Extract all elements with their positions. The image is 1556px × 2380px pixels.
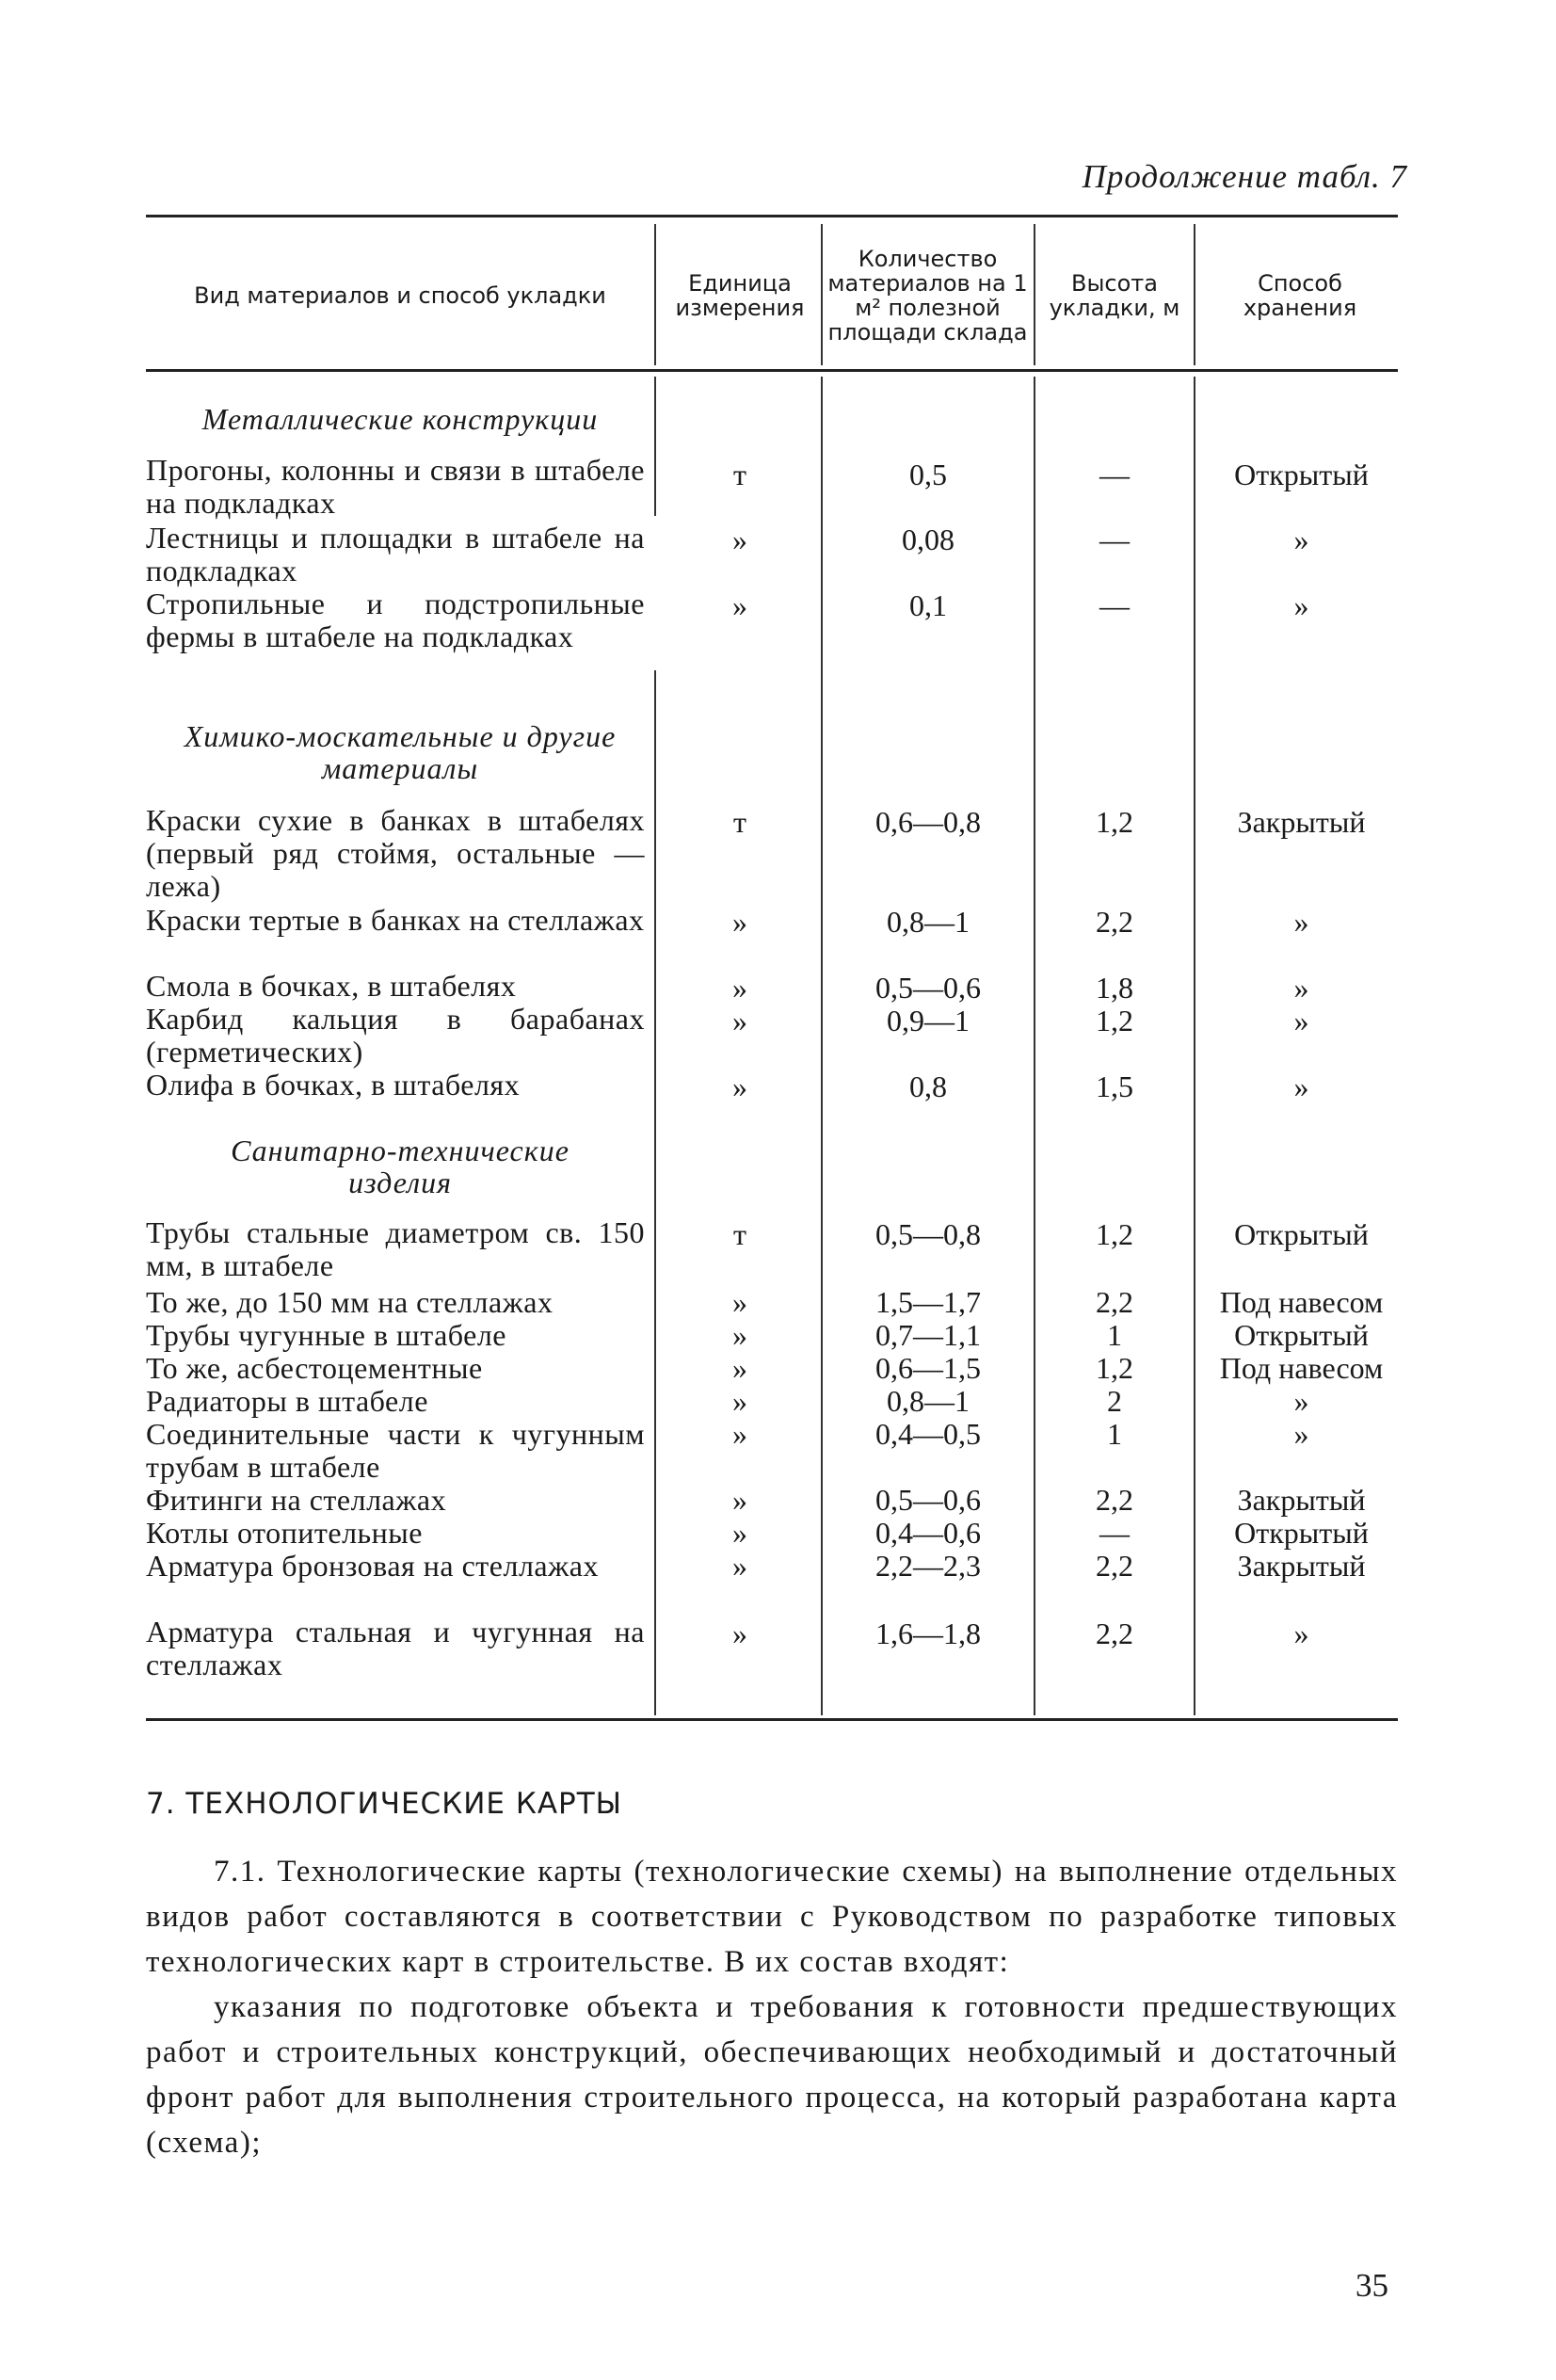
row-storage: »	[1293, 971, 1309, 1005]
row-quantity: 0,6—0,8	[875, 805, 981, 839]
body-divider	[654, 670, 656, 1715]
row-quantity: 0,7—1,1	[875, 1318, 981, 1352]
row-height: 2	[1107, 1384, 1122, 1418]
row-unit: »	[732, 1483, 747, 1517]
row-unit: »	[732, 1004, 747, 1037]
row-material: Соединительные части к чугунным трубам в штабеле	[146, 1417, 645, 1484]
row-quantity: 0,8—1	[887, 1384, 970, 1418]
row-storage: Под навесом	[1219, 1351, 1384, 1385]
row-storage: Открытый	[1234, 1318, 1369, 1352]
row-unit: »	[732, 1318, 747, 1352]
row-height: 1,8	[1096, 971, 1133, 1005]
row-quantity: 0,1	[909, 588, 947, 622]
row-storage: »	[1293, 1004, 1309, 1037]
row-quantity: 1,6—1,8	[875, 1616, 981, 1650]
row-height: 1,2	[1096, 805, 1133, 839]
row-height: 2,2	[1096, 905, 1133, 939]
row-unit: »	[732, 905, 747, 939]
row-height: —	[1099, 523, 1130, 556]
header-height: Высота укладки, м	[1049, 270, 1180, 321]
row-quantity: 0,8—1	[887, 905, 970, 939]
row-unit: т	[733, 458, 746, 491]
row-unit: »	[732, 1351, 747, 1385]
section-title: Металлические конструкции	[201, 402, 599, 436]
row-height: 1,5	[1096, 1069, 1133, 1103]
row-material: Лестницы и площадки в штабеле на подкладках	[146, 521, 645, 587]
row-material: Арматура стальная и чугунная на стеллажах	[146, 1615, 645, 1681]
row-storage: »	[1293, 523, 1309, 556]
table-header-rule	[146, 369, 1398, 372]
row-height: 1,2	[1096, 1004, 1133, 1037]
row-storage: »	[1293, 1417, 1309, 1451]
table-bottom-rule	[146, 1718, 1398, 1721]
header-quantity: Количество материалов на 1 м² полезной площади склада	[827, 246, 1028, 346]
header-divider	[1194, 224, 1195, 365]
row-height: 2,2	[1096, 1483, 1133, 1517]
row-storage: Открытый	[1234, 1516, 1369, 1550]
row-material: Арматура бронзовая на стеллажах	[146, 1549, 599, 1583]
header-storage: Способ хранения	[1243, 270, 1357, 321]
row-quantity: 1,5—1,7	[875, 1285, 981, 1319]
row-quantity: 0,5—0,8	[875, 1217, 981, 1251]
header-divider	[821, 224, 823, 365]
row-unit: »	[732, 1516, 747, 1550]
row-material: Прогоны, колонны и связи в штабеле на подкладках	[146, 453, 645, 520]
row-height: —	[1099, 588, 1130, 622]
chapter-heading: 7. ТЕХНОЛОГИЧЕСКИЕ КАРТЫ	[146, 1787, 623, 1821]
row-material: Краски тертые в банках на стеллажах	[146, 903, 645, 937]
row-storage: Закрытый	[1237, 805, 1366, 839]
row-material: Олифа в бочках, в штабелях	[146, 1068, 521, 1102]
row-height: 2,2	[1096, 1616, 1133, 1650]
row-material: Радиаторы в штабеле	[146, 1384, 428, 1418]
section-title: Химико-москательные и другие материалы	[184, 719, 617, 785]
row-material: Трубы чугунные в штабеле	[146, 1318, 506, 1352]
paragraph-list-item: указания по подготовке объекта и требования к готовности предшествующих работ и строительных конструкций, обеспечивающих необходимый и достаточный фронт работ для выполнения строительного процесса, на который разработана карта (схема);	[146, 1990, 1398, 2160]
row-material: Смола в бочках, в штабелях	[146, 969, 517, 1003]
row-unit: т	[733, 1217, 746, 1251]
row-quantity: 2,2—2,3	[875, 1549, 981, 1583]
row-material: То же, асбестоцементные	[146, 1351, 483, 1385]
row-storage: »	[1293, 588, 1309, 622]
row-storage: »	[1293, 1616, 1309, 1650]
row-quantity: 0,5—0,6	[875, 1483, 981, 1517]
header-material: Вид материалов и способ укладки	[194, 282, 606, 309]
row-unit: »	[732, 1384, 747, 1418]
row-quantity: 0,8	[909, 1069, 947, 1103]
row-quantity: 0,6—1,5	[875, 1351, 981, 1385]
page-number: 35	[1355, 2267, 1388, 2304]
row-height: 2,2	[1096, 1549, 1133, 1583]
row-unit: »	[732, 1417, 747, 1451]
row-height: 1,2	[1096, 1217, 1133, 1251]
header-unit: Единица измерения	[675, 270, 805, 321]
paragraph-7-1: 7.1. Технологические карты (технологические схемы) на выполнение отдельных видов работ составляются в соответствии с Руководством по разработке типовых технологических карт в строительстве. В их состав входят:	[146, 1855, 1398, 1979]
row-height: —	[1099, 458, 1130, 491]
row-unit: »	[732, 1069, 747, 1103]
row-unit: »	[732, 1285, 747, 1319]
row-quantity: 0,08	[902, 523, 954, 556]
table-top-rule	[146, 215, 1398, 217]
row-material: Трубы стальные диаметром св. 150 мм, в штабеле	[146, 1215, 645, 1282]
row-material: Фитинги на стеллажах	[146, 1483, 447, 1517]
row-quantity: 0,4—0,5	[875, 1417, 981, 1451]
row-material: Котлы отопительные	[146, 1516, 423, 1550]
row-unit: т	[733, 805, 746, 839]
row-height: 2,2	[1096, 1285, 1133, 1319]
row-quantity: 0,5	[909, 458, 947, 491]
row-unit: »	[732, 1549, 747, 1583]
row-storage: Открытый	[1234, 458, 1369, 491]
row-height: 1	[1107, 1318, 1122, 1352]
row-quantity: 0,5—0,6	[875, 971, 981, 1005]
row-height: 1,2	[1096, 1351, 1133, 1385]
row-storage: »	[1293, 905, 1309, 939]
header-divider	[654, 224, 656, 365]
body-divider	[654, 377, 656, 516]
row-material: Карбид кальция в барабанах (герметических)	[146, 1002, 645, 1069]
row-quantity: 0,4—0,6	[875, 1516, 981, 1550]
row-quantity: 0,9—1	[887, 1004, 970, 1037]
row-storage: Закрытый	[1237, 1483, 1366, 1517]
row-unit: »	[732, 1616, 747, 1650]
row-storage: Открытый	[1234, 1217, 1369, 1251]
row-storage: »	[1293, 1384, 1309, 1418]
row-storage: Закрытый	[1237, 1549, 1366, 1583]
row-height: —	[1099, 1516, 1130, 1550]
table-continuation-label: Продолжение табл. 7	[1082, 158, 1407, 195]
row-material: Краски сухие в банках в штабелях (первый ряд стоймя, остальные — лежа)	[146, 803, 645, 903]
row-unit: »	[732, 588, 747, 622]
row-storage: »	[1293, 1069, 1309, 1103]
row-material: То же, до 150 мм на стеллажах	[146, 1285, 553, 1319]
row-height: 1	[1107, 1417, 1122, 1451]
row-storage: Под навесом	[1219, 1285, 1384, 1319]
section-title: Санитарно-технические изделия	[231, 1134, 569, 1199]
row-unit: »	[732, 971, 747, 1005]
row-material: Стропильные и подстропильные фермы в штабеле на подкладках	[146, 587, 645, 653]
row-unit: »	[732, 523, 747, 556]
